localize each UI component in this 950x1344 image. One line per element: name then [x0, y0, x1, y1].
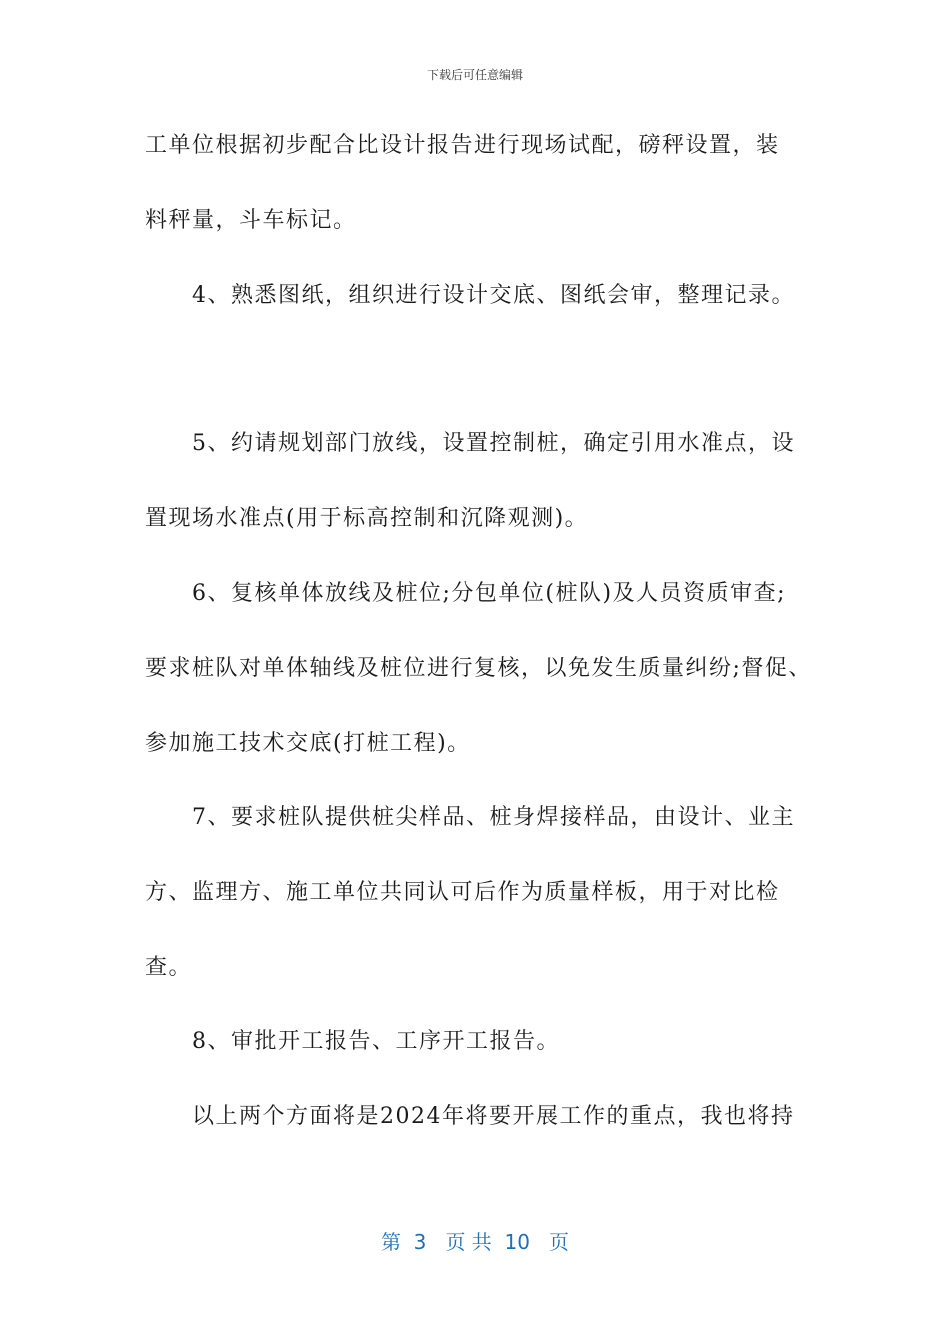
paragraph-line: 8、审批开工报告、工序开工报告。 [192, 1029, 560, 1054]
paragraph-line: 方、监理方、施工单位共同认可后作为质量样板，用于对比检 [145, 880, 780, 905]
paragraph-line: 查。 [145, 955, 193, 980]
paragraph-line: 6、复核单体放线及桩位;分包单位(桩队)及人员资质审查; [192, 581, 786, 606]
paragraph-line: 要求桩队对单体轴线及桩位进行复核，以免发生质量纠纷;督促、 [145, 656, 812, 681]
paragraph-line: 工单位根据初步配合比设计报告进行现场试配，磅秤设置，装 [145, 133, 780, 158]
paragraph-line: 料秤量，斗车标记。 [145, 208, 357, 233]
page-number-footer: 第 3 页 共 10 页 [380, 1230, 570, 1254]
paragraph-line: 参加施工技术交底(打桩工程)。 [145, 731, 471, 756]
paragraph-line: 7、要求桩队提供桩尖样品、桩身焊接样品，由设计、业主 [192, 805, 795, 830]
page-header-note: 下载后可任意编辑 [426, 68, 523, 82]
paragraph-line: 置现场水准点(用于标高控制和沉降观测)。 [145, 506, 589, 531]
paragraph-line: 以上两个方面将是2024年将要开展工作的重点，我也将持 [192, 1104, 795, 1129]
paragraph-line: 5、约请规划部门放线，设置控制桩，确定引用水准点，设 [192, 431, 795, 456]
paragraph-line: 4、熟悉图纸，组织进行设计交底、图纸会审，整理记录。 [192, 283, 795, 308]
